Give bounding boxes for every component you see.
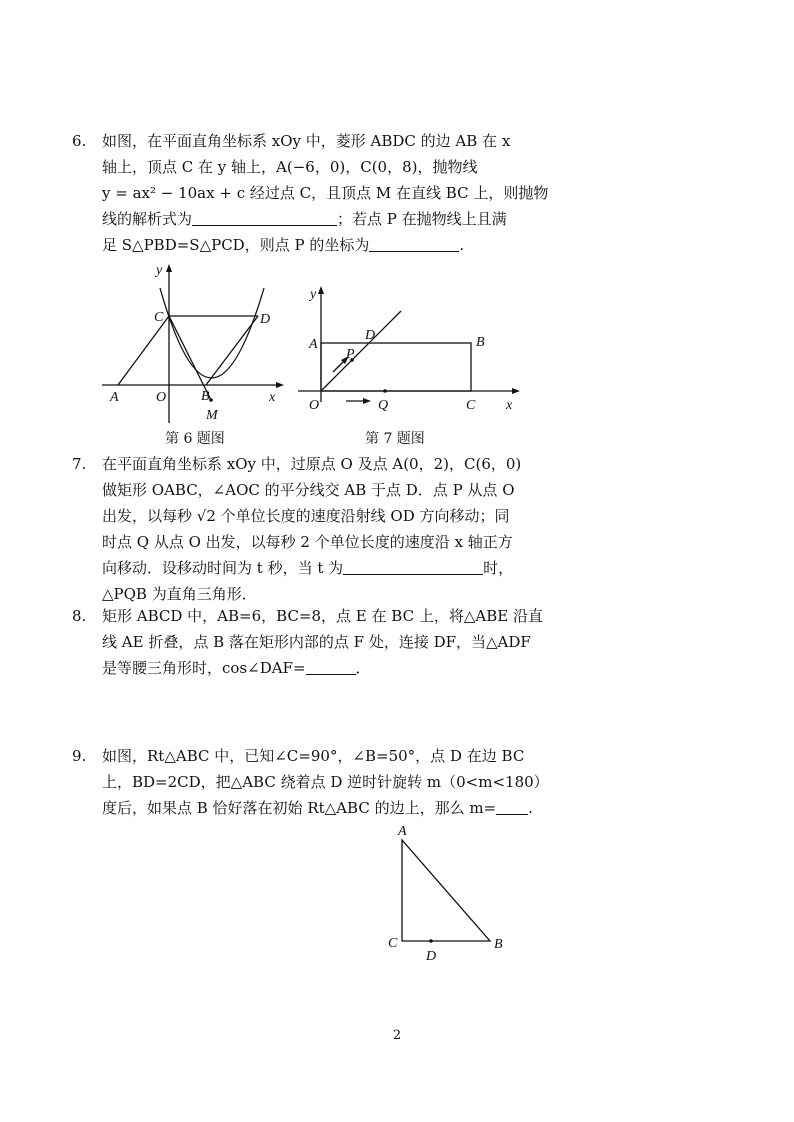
problem-6	[72, 128, 549, 258]
label-y: y	[156, 263, 163, 278]
segment-bd	[206, 316, 258, 385]
x-arrow-icon	[512, 388, 520, 394]
label-d: D	[365, 328, 376, 343]
label-q: Q	[378, 398, 389, 413]
problem-7	[72, 451, 532, 607]
problem-text-line: 轴上，顶点 C 在 y 轴上，A(−6，0)，C(0，8)，抛物线	[102, 158, 478, 176]
label-x: x	[506, 398, 513, 413]
problem-text-line: 出发，以每秒 √2 个单位长度的速度沿射线 OD 方向移动；同	[102, 507, 510, 525]
segment-cm	[169, 316, 211, 400]
answer-blank[interactable]	[192, 209, 337, 226]
point-d	[429, 939, 433, 943]
label-d: D	[426, 949, 437, 964]
problem-number: 8.	[72, 607, 87, 625]
problem-text-line: 矩形 ABCD 中，AB=6，BC=8，点 E 在 BC 上，将△ABE 沿直	[102, 607, 543, 625]
figure-7-caption: 第 7 题图	[365, 431, 425, 447]
label-o: O	[309, 398, 320, 413]
label-c: C	[154, 310, 164, 325]
problem-text-line: 做矩形 OABC，∠AOC 的平分线交 AB 于点 D．点 P 从点 O	[102, 481, 515, 499]
figure-7	[296, 280, 526, 430]
problem-text-line: 在平面直角坐标系 xOy 中，过原点 O 及点 A(0，2)，C(6，0)	[102, 455, 522, 473]
label-c: C	[466, 398, 476, 413]
problem-text-line: 时点 Q 从点 O 出发，以每秒 2 个单位长度的速度沿 x 轴正方	[102, 533, 513, 551]
x-arrow-icon	[276, 382, 284, 388]
problem-text-line: 如图，在平面直角坐标系 xOy 中，菱形 ABDC 的边 AB 在 x	[102, 132, 511, 150]
label-o: O	[156, 390, 167, 405]
label-d: D	[260, 312, 271, 327]
problem-text-line: 如图，Rt△ABC 中，已知∠C=90°，∠B=50°，点 D 在边 BC	[102, 747, 525, 765]
problem-number: 6.	[72, 132, 87, 150]
problem-text-line: 线的解析式为	[102, 210, 193, 228]
figure-9	[382, 818, 512, 968]
problem-text-line: .	[528, 799, 533, 817]
point-m	[209, 398, 213, 402]
label-b: B	[476, 335, 485, 350]
arrow-head-icon	[363, 398, 371, 404]
problem-text-line: 上，BD=2CD，把△ABC 绕着点 D 逆时针旋转 m（0<m<180）	[102, 773, 549, 791]
label-y: y	[310, 287, 317, 302]
problem-number: 7.	[72, 455, 87, 473]
label-a: A	[110, 390, 119, 405]
segment-ac	[118, 316, 169, 385]
label-b: B	[201, 389, 210, 404]
point-q	[383, 389, 387, 393]
parabola	[160, 288, 264, 378]
y-arrow-icon	[166, 264, 172, 272]
figure-6	[98, 258, 288, 428]
problem-text-line: y = ax² − 10ax + c 经过点 C，且顶点 M 在直线 BC 上，则抛物	[102, 184, 549, 202]
label-x: x	[269, 390, 276, 405]
problem-text-line: ；若点 P 在抛物线上且满	[337, 210, 507, 228]
answer-blank[interactable]	[369, 235, 459, 252]
rectangle-oabc	[321, 343, 471, 391]
problem-text-line: ．	[355, 659, 371, 677]
page-number: 2	[392, 1028, 402, 1043]
triangle-abc	[402, 840, 490, 941]
label-a: A	[309, 337, 318, 352]
answer-blank[interactable]	[496, 798, 528, 815]
label-a: A	[398, 824, 407, 839]
ray-od	[321, 311, 401, 391]
problem-number: 9.	[72, 747, 87, 765]
label-p: P	[346, 347, 355, 362]
problem-text-line: 时，	[483, 559, 514, 577]
problem-9	[72, 743, 549, 821]
problem-text-line: .	[459, 236, 465, 254]
problem-text-line: 度后，如果点 B 恰好落在初始 Rt△ABC 的边上，那么 m=	[102, 799, 497, 817]
label-m: M	[206, 408, 218, 423]
problem-text-line: △PQB 为直角三角形．	[102, 585, 257, 603]
y-arrow-icon	[318, 286, 324, 294]
label-b: B	[494, 937, 503, 952]
figure-6-caption: 第 6 题图	[165, 431, 225, 447]
label-c: C	[388, 936, 398, 951]
problem-text-line: 足 S△PBD=S△PCD，则点 P 的坐标为	[102, 236, 370, 254]
answer-blank[interactable]	[343, 558, 483, 575]
problem-text-line: 是等腰三角形时，cos∠DAF=	[102, 659, 306, 677]
problem-8	[72, 603, 543, 681]
answer-blank[interactable]	[306, 658, 356, 675]
problem-text-line: 线 AE 折叠，点 B 落在矩形内部的点 F 处，连接 DF，当△ADF	[102, 633, 531, 651]
problem-text-line: 向移动．设移动时间为 t 秒，当 t 为	[102, 559, 344, 577]
